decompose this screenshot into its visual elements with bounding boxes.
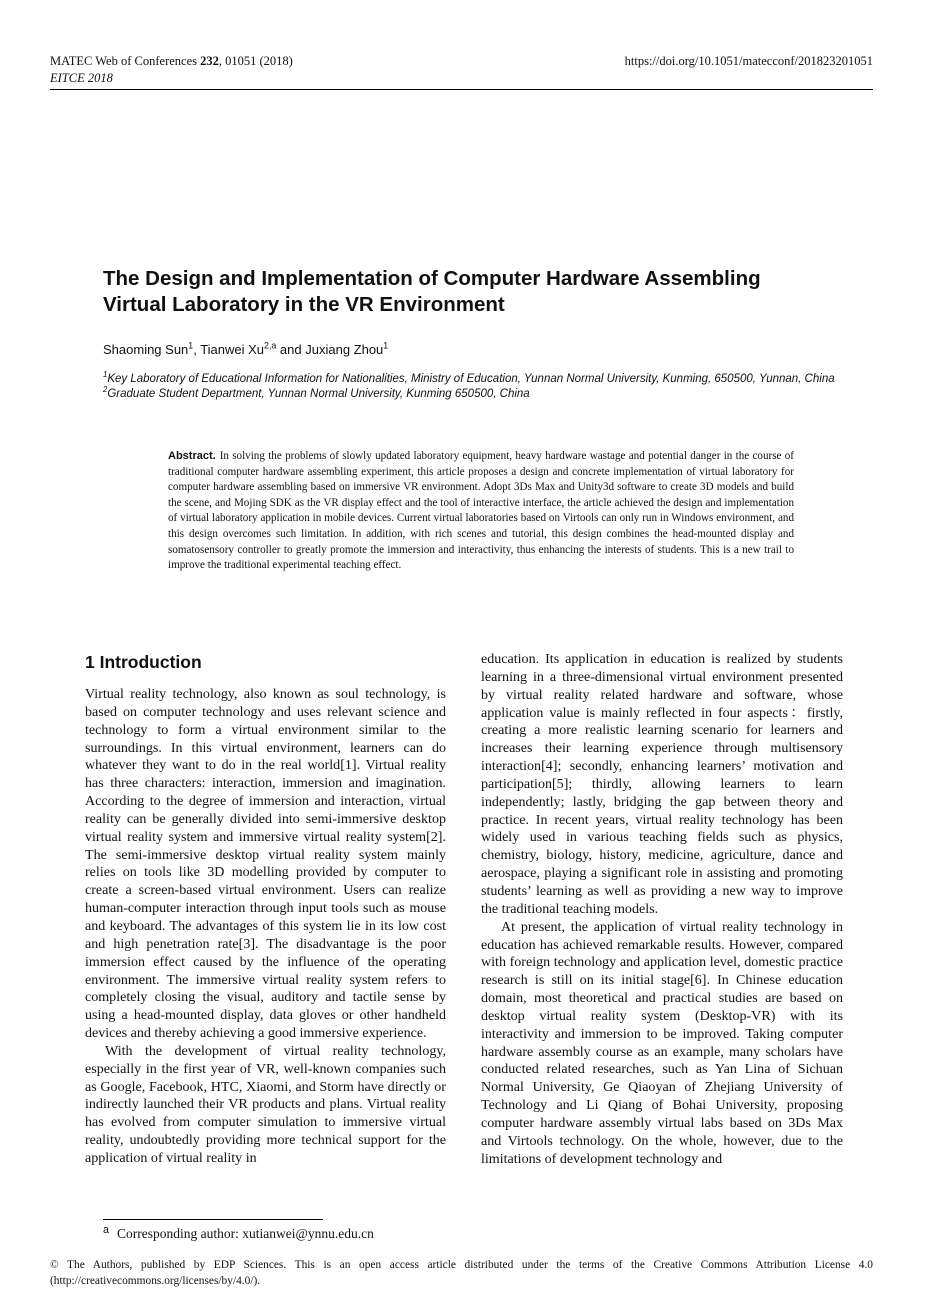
running-header-left <box>50 53 293 87</box>
footnote-marker: a <box>103 1223 110 1236</box>
paragraph: Virtual reality technology, also known as soul technology, is based on computer technology and uses relevant science and technology to form a virtual environment similar to the surroundings. In this virtual environment, learners can do whatever they want to do in the real world[1]. Virtual reality has three characters: interaction, immersion and imagination. According to the degree of immersion and interaction, virtual reality can be generally divided into semi-immersive desktop virtual reality system and immersive virtual reality system[2]. The semi-immersive desktop virtual reality system mainly relies on tools like 3D modelling provided by computer to create a screen-based virtual environment. Users can realize human-computer interaction through input tools such as mouse and keyboard. The advantages of this system lie in its low cost and high penetration rate[3]. The disadvantage is the poor immersion effect caused by the influence of the operating environment. The immersive virtual reality system refers to completely closing the visual, auditory and tactile sense by using a head-mounted display, data gloves or other handheld devices and thereby achieving a good immersive experience. <box>85 686 446 1042</box>
paragraph: With the development of virtual reality technology, especially in the first year of VR, well-known companies such as Google, Facebook, HTC, Xiaomi, and Storm have directly or indirectly launched their VR products and plans. Virtual reality has evolved from computer simulation to immersive virtual reality, undoubtedly providing more technical support for the application of virtual reality in <box>85 1042 446 1166</box>
abstract <box>168 449 794 574</box>
footnote-text: Corresponding author: xutianwei@ynnu.edu.cn <box>117 1226 374 1241</box>
doi-link[interactable]: https://doi.org/10.1051/matecconf/201823201051 <box>624 54 873 68</box>
affiliations <box>103 372 863 401</box>
author-list: Shaoming Sun$^1$, Tianwei Xu$^{2,a}$ and Juxiang Zhou$^1$ <box>103 340 389 357</box>
header-divider <box>50 89 873 90</box>
affiliation-2: $^2$Graduate Student Department, Yunnan Normal University, Kunming 650500, China <box>103 384 530 400</box>
author-name: Tianwei Xu <box>200 342 265 357</box>
license-notice: © The Authors, published by EDP Sciences. This is an open access article distributed under the terms of the Creative Commons Attribution License 4.0 (http://creativecommons.org/licenses/by/4.0/). <box>50 1259 873 1287</box>
paragraph: education. Its application in education is realized by students learning in a three-dimensional virtual environment presented by virtual reality related hardware and software, whose application value is mainly reflected in four aspects：firstly, creating a more realistic learning scenario for learners and increases their learning experience through multisensory interaction[4]; secondly, enhancing learners’ motivation and participation[5]; thirdly, allowing learners to learn independently; lastly, bridging the gap between theory and practice. In recent years, virtual reality technology has been widely used in various teaching fields such as physics, chemistry, biology, history, medicine, agriculture, dance and aerospace, playing a significant role in assisting and promoting students’ learning as well as providing a new way to improve the traditional teaching models. <box>481 651 843 917</box>
abstract-text: In solving the problems of slowly updated laboratory equipment, heavy hardware wastage and potential danger in the course of traditional computer hardware assembling experiment, this article proposes a design and concrete implementation of virtual laboratory for computer hardware assembling based on immersive VR environment. Adopt 3Ds Max and Unity3d software to create 3D models and build the scene, and Mojing SDK as the VR display effect and the tool of interactive interface, the article achieved the design and implementation of virtual laboratory application in mobile devices. Current virtual laboratories based on Virtools can only run in Windows environment, and this design overcomes such limitation. In addition, with rich scenes and tutorial, this design combines the head-mounted display and somatosensory controller to greatly promote the immersion and interactivity, thus enhancing the interests of students. This is a new trail to improve the traditional experimental teaching effect. <box>168 450 794 572</box>
paragraph: At present, the application of virtual reality technology in education has achieved remarkable results. However, compared with foreign technology and application level, domestic practice research is still on its initial stage[6]. In Chinese education domain, most theoretical and practical studies are based on desktop virtual reality system (Desktop-VR) with its interactivity and immersion to be improved. Taking computer hardware assembly course as an example, many scholars have conducted related researches, such as Yan Lina of Sichuan Normal University, Ge Qiaoyan of Zhejiang University of Technology and Li Qiang of Bohai University, proposing computer hardware assembly virtual labs based on 3Ds Max and Virtools technology. On the whole, however, due to the limitations of development technology and <box>481 918 843 1167</box>
right-column <box>481 651 843 1168</box>
footnote <box>103 1223 374 1242</box>
volume-number: 232 <box>200 54 219 68</box>
affiliation-1: $^1$Key Laboratory of Educational Information for Nationalities, Ministry of Education, Yunnan Normal University, Kunming, 650500, Yunnan, China <box>103 370 835 385</box>
footnote-divider <box>103 1219 323 1220</box>
conference-name: EITCE 2018 <box>50 71 113 85</box>
author-name: Shaoming Sun <box>103 342 189 357</box>
section-heading: 1 Introduction <box>85 652 202 672</box>
paper-title: The Design and Implementation of Computer Hardware Assembling Virtual Laboratory in the VR Environment <box>103 267 761 316</box>
author-name: Juxiang Zhou <box>305 342 384 357</box>
left-column <box>85 686 446 1168</box>
abstract-label: Abstract. <box>168 450 216 462</box>
journal-citation: MATEC Web of Conferences 232, 01051 (2018) <box>50 54 293 68</box>
